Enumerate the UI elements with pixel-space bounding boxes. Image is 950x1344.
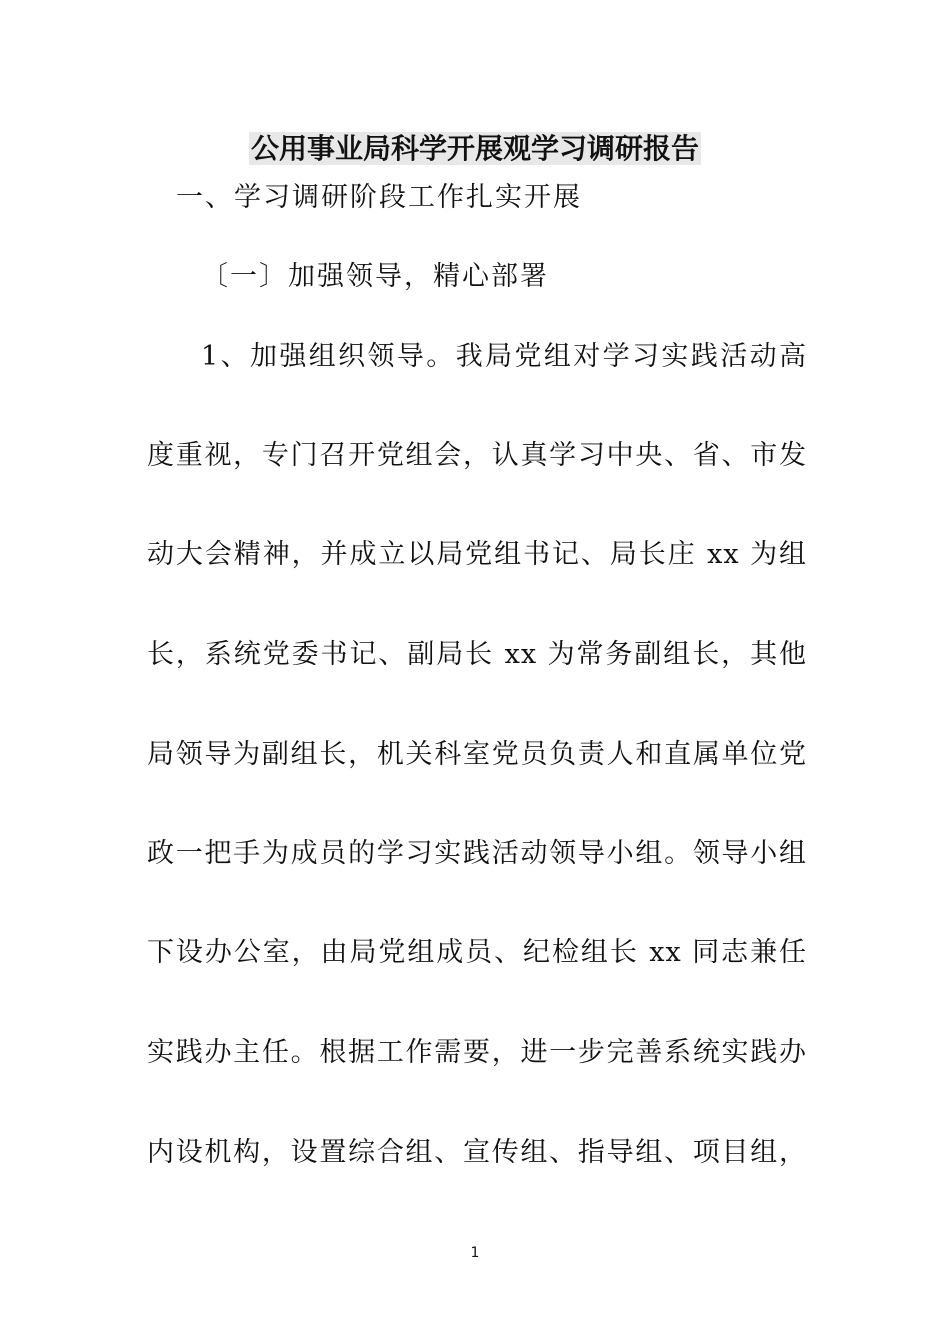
document-title — [0, 130, 950, 168]
paragraph-line: 内设机构，设置综合组、宣传组、指导组、项目组， — [147, 1137, 807, 1168]
paragraph-line: 1、加强组织领导。我局党组对学习实践活动高 — [201, 341, 807, 372]
paragraph-line: 长，系统党委书记、副局长 xx 为常务副组长，其他 — [147, 639, 807, 670]
document-title-text: 公用事业局科学开展观学习调研报告 — [250, 132, 699, 165]
subsection-heading: 〔一〕加强领导，精心部署 — [201, 261, 549, 292]
paragraph-line: 度重视，专门召开党组会，认真学习中央、省、市发 — [147, 440, 807, 471]
page-number: 1 — [470, 1245, 480, 1261]
paragraph-line: 下设办公室，由局党组成员、纪检组长 xx 同志兼任 — [147, 937, 807, 968]
paragraph-line: 动大会精神，并成立以局党组书记、局长庄 xx 为组 — [147, 539, 807, 570]
paragraph-line: 政一把手为成员的学习实践活动领导小组。领导小组 — [147, 838, 807, 869]
paragraph-line: 实践办主任。根据工作需要，进一步完善系统实践办 — [147, 1037, 807, 1068]
paragraph-line: 局领导为副组长，机关科室党员负责人和直属单位党 — [147, 739, 807, 770]
section-heading: 一、学习调研阶段工作扎实开展 — [176, 182, 582, 213]
